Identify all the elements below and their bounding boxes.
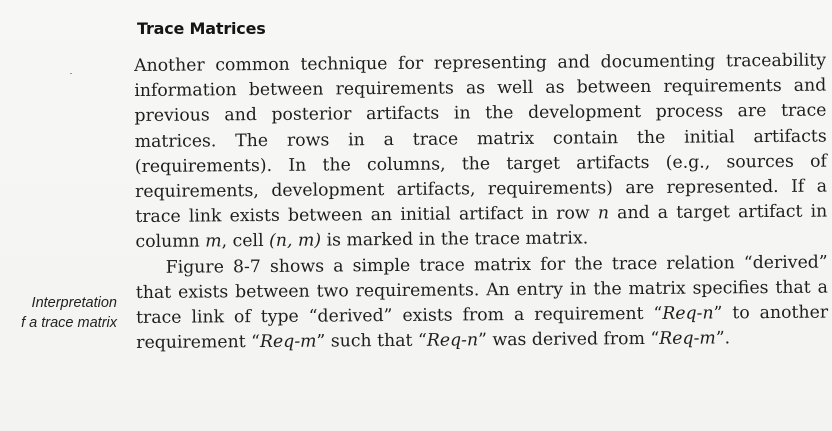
text-run-italic: n [597,203,610,224]
text-run: ” to another requirement “ [136,302,829,354]
paragraph-trace-matrices-intro [134,49,828,256]
text-run: , cell [221,231,270,252]
margin-note-line: f a trace matrix [21,315,117,331]
text-run: Figure 8-7 shows a simple trace matrix for the trace relation “derived” that exists between two requirements. An entry in the matrix specifies that a trace link of type “derived” exists from a requirement “ [135,252,828,329]
text-run-italic: Req-n [426,330,479,351]
text-run-italic: Req-n [662,303,714,324]
section-heading: Trace Matrices [137,19,266,38]
margin-note [21,293,117,333]
text-run-italic: (n, m) [268,230,322,252]
text-run: ”. [715,328,731,349]
body-text [134,49,828,357]
text-run: ” such that “ [316,330,427,352]
text-run-italic: Req-m [259,331,317,353]
margin-note-line: Interpretation [31,295,117,311]
paragraph-figure-description [136,250,829,356]
paper-speck [70,73,72,74]
text-run-italic: m [205,231,222,252]
text-run: and a target artifact in column [135,201,828,253]
text-run-italic: Req-m [659,328,716,350]
text-run: Another common technique for representing and documenting traceability information between requirements as well as between requirements and previous and posterior artifacts in the development process are trace matrices. The rows in a trace matrix contain the initial artifacts (requirements). In the columns, the target artifacts (e.g., sources of requirements, development artifacts, requirements) are represented. If a trace link exists between an initial artifact in row [134,50,828,228]
text-run: ” was derived from “ [477,329,660,351]
text-run: is marked in the trace matrix. [320,228,589,251]
